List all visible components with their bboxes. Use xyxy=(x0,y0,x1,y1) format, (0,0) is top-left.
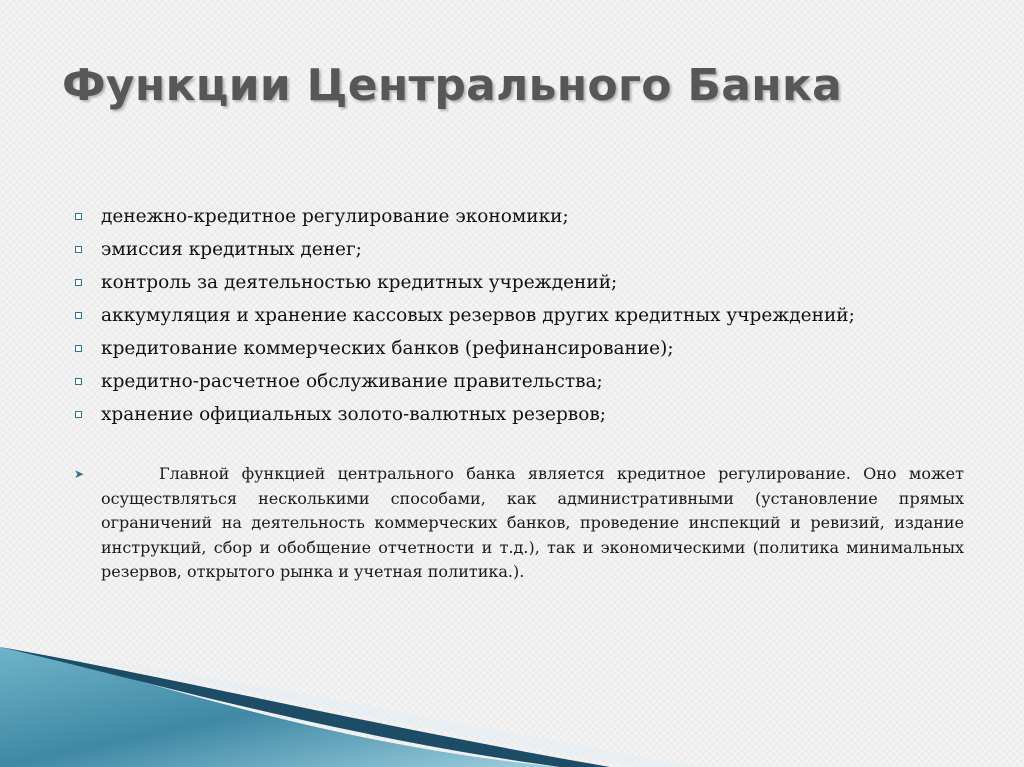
list-item xyxy=(72,398,972,431)
square-bullet-icon xyxy=(75,378,82,385)
list-item-text: эмиссия кредитных денег; xyxy=(101,239,362,260)
list-item-text: аккумуляция и хранение кассовых резервов других кредитных учреждений; xyxy=(101,305,855,326)
square-bullet-icon xyxy=(75,246,82,253)
list-item-text: денежно-кредитное регулирование экономики; xyxy=(101,206,569,227)
list-item xyxy=(72,299,972,332)
square-bullet-icon xyxy=(75,279,82,286)
square-bullet-icon xyxy=(75,213,82,220)
list-item xyxy=(72,200,972,233)
function-list xyxy=(72,200,972,431)
main-function-paragraph xyxy=(72,462,964,585)
decorative-wave xyxy=(0,647,1024,767)
list-item-text: кредитно-расчетное обслуживание правительства; xyxy=(101,371,603,392)
list-item xyxy=(72,233,972,266)
paragraph-text: Главной функцией центрального банка является кредитное регулирование. Оно может осуществляться несколькими способами, как административными (установление прямых ограничений на деятельность коммерческих банков, проведение инспекций и ревизий, издание инструкций, сбор и обобщение отчетности и т.д.), так и экономическими (политика минимальных резервов, открытого рынка и учетная политика.). xyxy=(101,464,964,581)
square-bullet-icon xyxy=(75,411,82,418)
square-bullet-icon xyxy=(75,345,82,352)
list-item xyxy=(72,365,972,398)
slide-title: Функции Центрального Банка xyxy=(62,60,843,111)
list-item xyxy=(72,266,972,299)
list-item-text: кредитование коммерческих банков (рефинансирование); xyxy=(101,338,674,359)
list-item-text: контроль за деятельностью кредитных учреждений; xyxy=(101,272,618,293)
arrow-bullet-icon: ➤ xyxy=(74,467,85,481)
list-item xyxy=(72,332,972,365)
square-bullet-icon xyxy=(75,312,82,319)
list-item-text: хранение официальных золото-валютных резервов; xyxy=(101,404,606,425)
